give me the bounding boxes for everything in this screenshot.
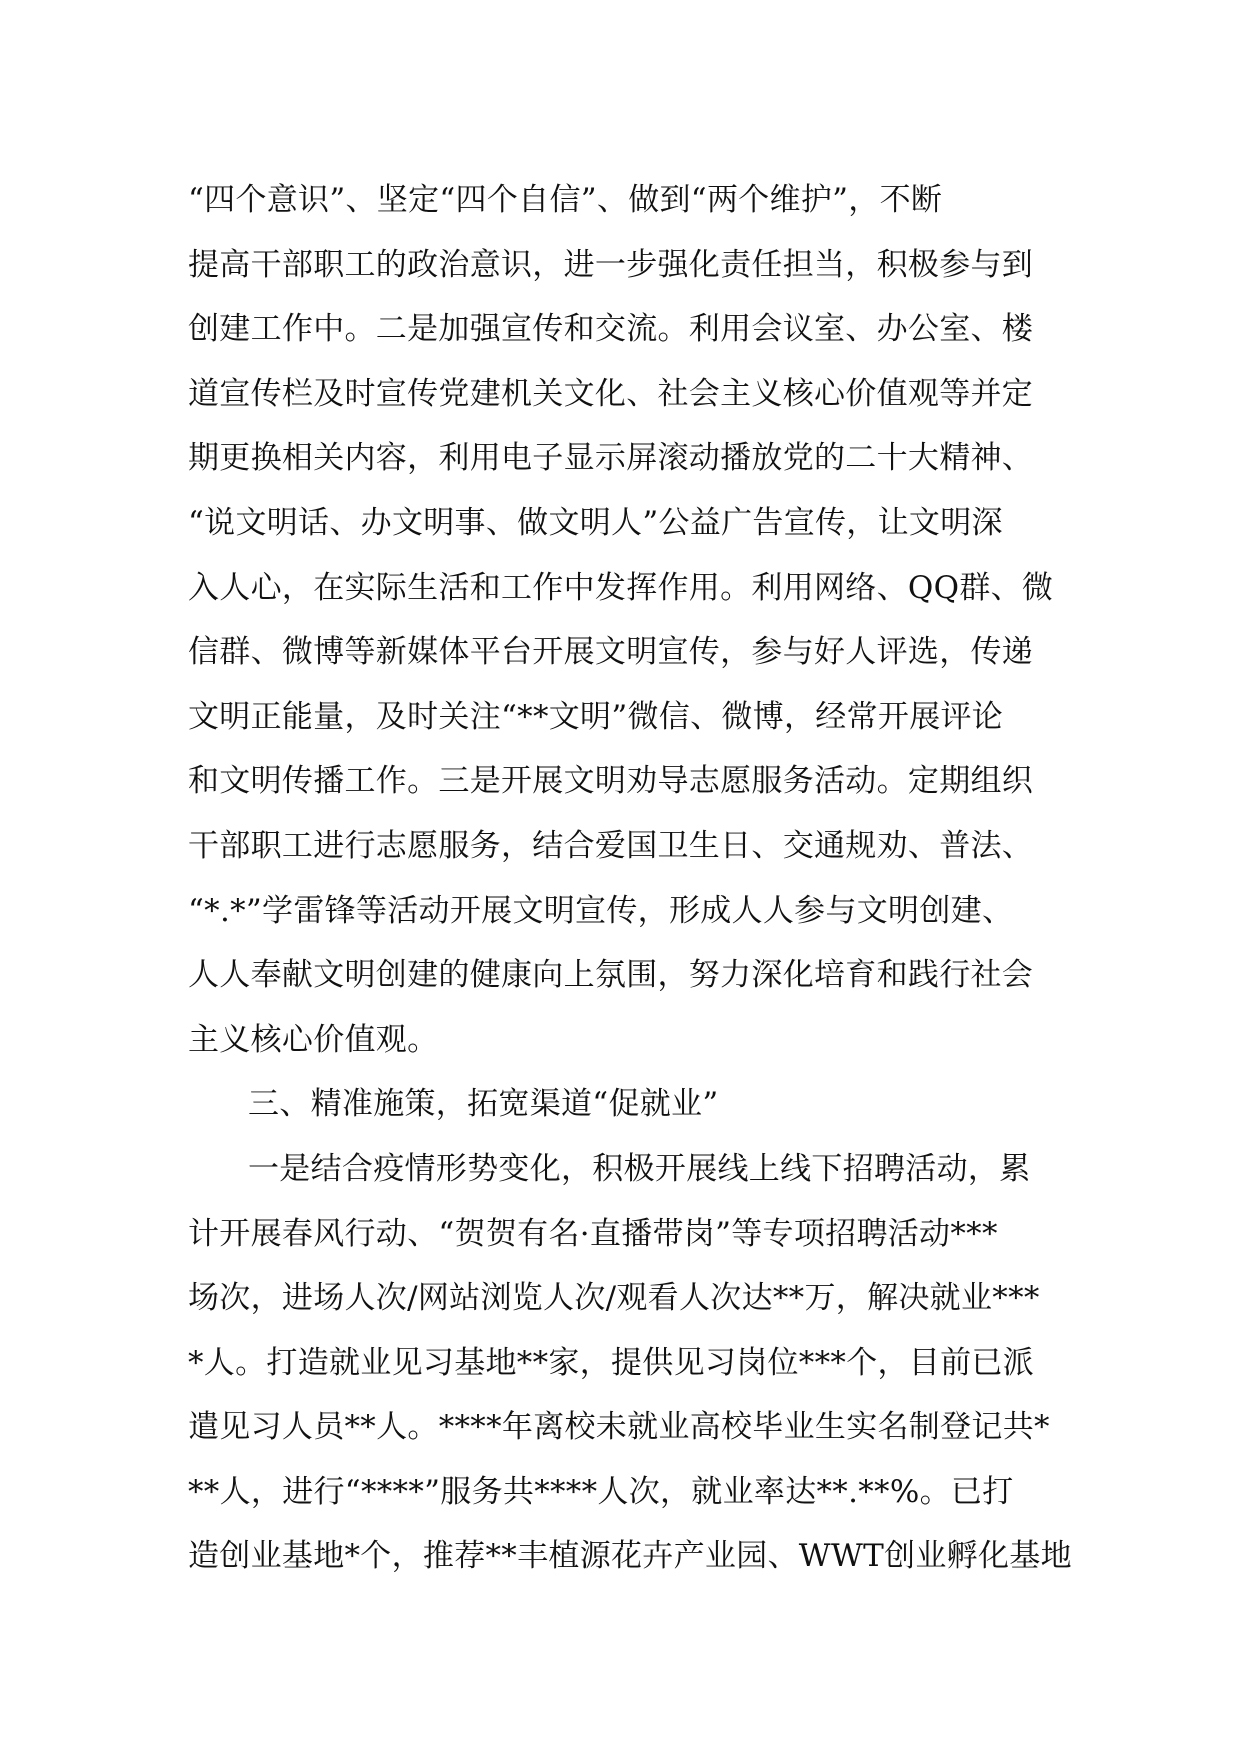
text-line: 和文明传播工作。三是开展文明劝导志愿服务活动。定期组织 (188, 763, 1034, 800)
text-line: 创建工作中。二是加强宣传和交流。利用会议室、办公室、楼 (188, 311, 1034, 348)
text-line: **人，进行“****”服务共****人次，就业率达**.**%。已打 (188, 1473, 1014, 1510)
text-line: 计开展春风行动、“贺贺有名·直播带岗”等专项招聘活动*** (188, 1215, 998, 1252)
text-line: 信群、微博等新媒体平台开展文明宣传，参与好人评选，传递 (188, 634, 1034, 671)
text-line: 主义核心价值观。 (188, 1021, 439, 1058)
text-line: 造创业基地*个，推荐**丰植源花卉产业园、WWT创业孵化基地 (188, 1538, 1072, 1575)
text-line: 道宣传栏及时宣传党建机关文化、社会主义核心价值观等并定 (188, 375, 1034, 412)
text-line: 文明正能量，及时关注“**文明”微信、微博，经常开展评论 (188, 698, 1004, 735)
text-line: 遣见习人员**人。****年离校未就业高校毕业生实名制登记共* (188, 1409, 1050, 1446)
text-line: 人人奉献文明创建的健康向上氛围，努力深化培育和践行社会 (188, 957, 1034, 994)
body-text (188, 168, 1072, 1589)
text-line: *人。打造就业见习基地**家，提供见习岗位***个，目前已派 (188, 1344, 1034, 1381)
text-line: “说文明话、办文明事、做文明人”公益广告宣传，让文明深 (188, 504, 1003, 541)
text-line: 期更换相关内容，利用电子显示屏滚动播放党的二十大精神、 (188, 440, 1034, 477)
text-line: 一是结合疫情形势变化，积极开展线上线下招聘活动，累 (248, 1150, 1031, 1187)
text-line: 入人心，在实际生活和工作中发挥作用。利用网络、QQ群、微 (188, 569, 1054, 606)
text-line: 提高干部职工的政治意识，进一步强化责任担当，积极参与到 (188, 246, 1034, 283)
text-line: 干部职工进行志愿服务，结合爱国卫生日、交通规劝、普法、 (188, 827, 1034, 864)
section-heading: 三、精准施策，拓宽渠道“促就业” (248, 1086, 719, 1123)
text-line: 场次，进场人次/网站浏览人次/观看人次达**万，解决就业*** (188, 1280, 1040, 1317)
text-line: “*.*”学雷锋等活动开展文明宣传，形成人人参与文明创建、 (188, 892, 1014, 929)
text-line: “四个意识”、坚定“四个自信”、做到“两个维护”，不断 (188, 182, 943, 218)
